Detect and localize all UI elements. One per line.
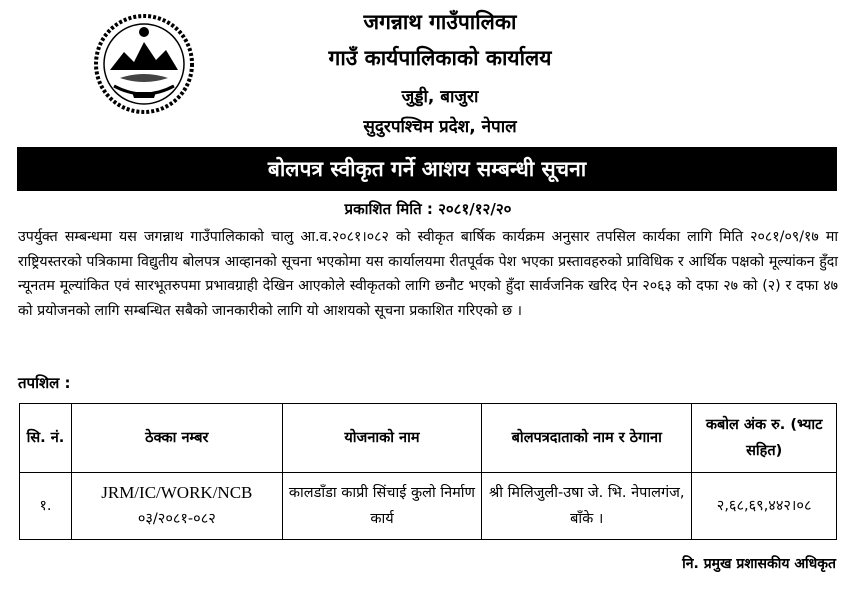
header-bidder: बोलपत्रदाताको नाम र ठेगाना [482, 404, 692, 473]
office-name: गाउँ कार्यपालिकाको कार्यालय [328, 46, 552, 70]
bid-table [19, 403, 837, 540]
header-contract-no: ठेक्का नम्बर [71, 404, 282, 473]
cell-contract-no [71, 473, 282, 540]
notice-body: उपर्युक्त सम्बन्धमा यस जगन्नाथ गाउँपालिकाको चालु आ.व.२०८१।०८२ को स्वीकृत बार्षिक कार्यक्रम अनुसार तपसिल कार्यका लागि मिति २०८१/०९/१७ मा राष्ट्रियस्तरको पत्रिकामा विद्युतीय बोलपत्र आव्हानको सूचना भएकोमा यस कार्यालयमा रीतपूर्वक पेश भएका प्रस्तावहरुको प्राविधिक र आर्थिक पक्षको मूल्यांकन हुँदा न्यूनतम मूल्यांकित एवं सारभूतरुपमा प्रभावग्राही देखिन आएकोले स्वीकृतको लागि छनौट भएको हुँदा सार्वजनिक खरिद ऐन २०६३ को दफा २७ को (२) र दफा ४७ को प्रयोजनको लागि सम्बन्धित सबैको जानकारीको लागि यो आशयको सूचना प्रकाशित गरिएको छ । [18, 229, 838, 319]
published-date: प्रकाशित मिति : २०८१/१२/२० [344, 200, 512, 218]
office-location: जुड्डी, बाजुरा [401, 87, 479, 107]
municipality-name: जगन्नाथ गाउँपालिका [363, 10, 517, 34]
cell-amount: २,६८,६९,४४२।०८ [692, 473, 837, 540]
table-header-row [20, 404, 837, 473]
header-project: योजनाको नाम [282, 404, 481, 473]
details-label: तपशिल : [18, 374, 71, 392]
header-sn: सि. नं. [20, 404, 72, 473]
table-row [20, 473, 837, 540]
cell-sn: १. [20, 473, 72, 540]
province-name: सुदुरपश्चिम प्रदेश, नेपाल [363, 117, 517, 137]
contract-serial: ०३/२०८१-०८२ [137, 511, 216, 527]
contract-code: JRM/IC/WORK/NCB [101, 483, 253, 502]
header-amount: कबोल अंक रु. (भ्याट सहित) [692, 404, 837, 473]
cell-bidder: श्री मिलिजुली-उषा जे. भि. नेपालगंज, बाँके । [482, 473, 692, 540]
notice-title-banner: बोलपत्र स्वीकृत गर्ने आशय सम्बन्धी सूचना [17, 147, 837, 191]
signatory-title: नि. प्रमुख प्रशासकीय अधिकृत [682, 556, 836, 572]
government-emblem [92, 12, 196, 116]
cell-project: कालडाँडा काप्री सिंचाई कुलो निर्माण कार्य [282, 473, 481, 540]
